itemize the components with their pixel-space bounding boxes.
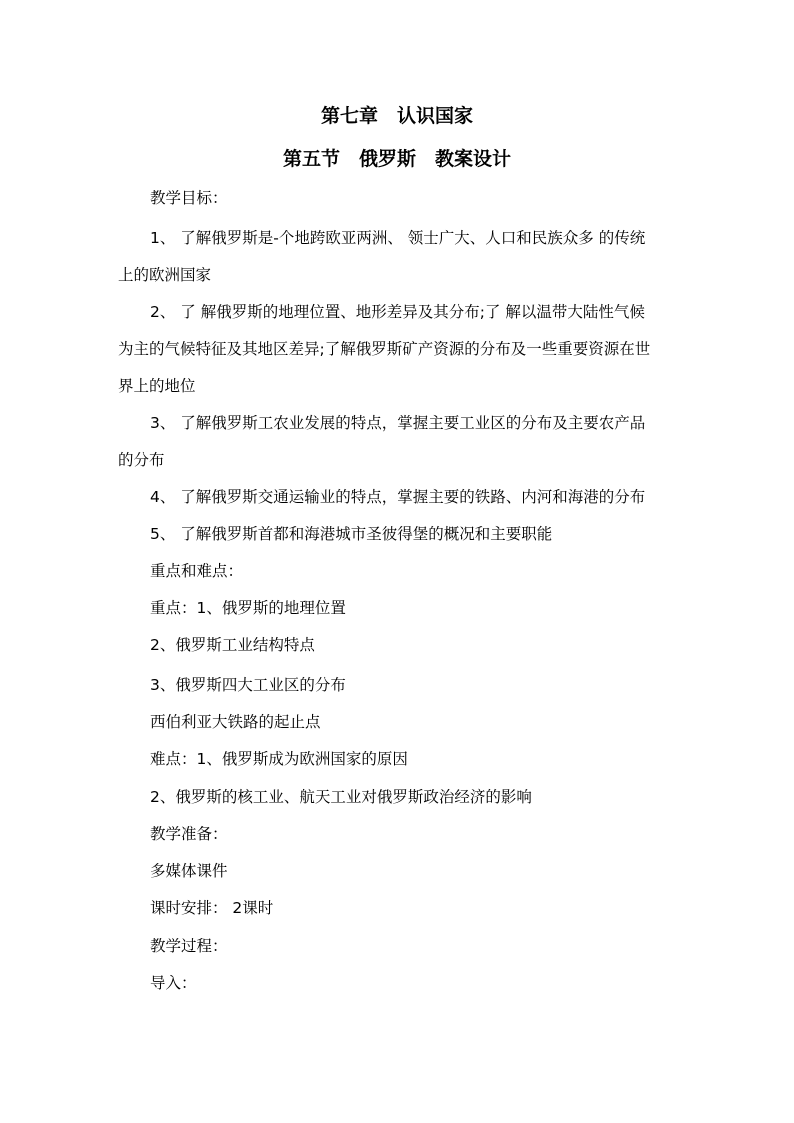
intro-heading: 导入： bbox=[150, 974, 197, 992]
objective-4-line-1: 4、 了解俄罗斯交通运输业的特点，掌握主要的铁路、内河和海港的分布 bbox=[150, 488, 646, 506]
keypoint-line: 2、俄罗斯工业结构特点 bbox=[150, 636, 315, 654]
objective-2-line-2: 为主的气候特征及其地区差异;了解俄罗斯矿产资源的分布及一些重要资源在世 bbox=[118, 340, 651, 358]
objective-2-line-1: 2、 了 解俄罗斯的地理位置、地形差异及其分布;了 解以温带大陆性气候 bbox=[150, 303, 645, 321]
objective-1-line-2: 上的欧洲国家 bbox=[118, 266, 212, 284]
objective-5-line-1: 5、 了解俄罗斯首都和海港城市圣彼得堡的概况和主要职能 bbox=[150, 525, 553, 543]
keypoints-heading: 重点和难点： bbox=[150, 562, 244, 580]
difficulty-line: 难点：1、俄罗斯成为欧洲国家的原因 bbox=[150, 750, 408, 768]
prep-heading: 教学准备： bbox=[150, 825, 228, 843]
chapter-title: 第七章 认识国家 bbox=[320, 105, 473, 127]
keypoint-line: 重点：1、俄罗斯的地理位置 bbox=[150, 599, 346, 617]
difficulty-line: 2、俄罗斯的核工业、航天工业对俄罗斯政治经济的影响 bbox=[150, 788, 532, 806]
schedule-line: 课时安排： 2课时 bbox=[150, 899, 274, 917]
keypoint-line: 3、俄罗斯四大工业区的分布 bbox=[150, 676, 346, 694]
objective-1-line-1: 1、 了解俄罗斯是-个地跨欧亚两洲、 领士广大、人口和民族众多 的传统 bbox=[150, 229, 646, 247]
objective-3-line-1: 3、 了解俄罗斯工农业发展的特点，掌握主要工业区的分布及主要农产品 bbox=[150, 414, 646, 432]
objective-2-line-3: 界上的地位 bbox=[118, 377, 196, 395]
objectives-heading: 教学目标： bbox=[150, 189, 228, 207]
prep-value: 多媒体课件 bbox=[150, 862, 228, 880]
process-heading: 教学过程： bbox=[150, 937, 228, 955]
keypoint-line: 西伯利亚大铁路的起止点 bbox=[150, 713, 321, 731]
objective-3-line-2: 的分布 bbox=[118, 451, 165, 469]
section-title: 第五节 俄罗斯 教案设计 bbox=[282, 148, 511, 170]
